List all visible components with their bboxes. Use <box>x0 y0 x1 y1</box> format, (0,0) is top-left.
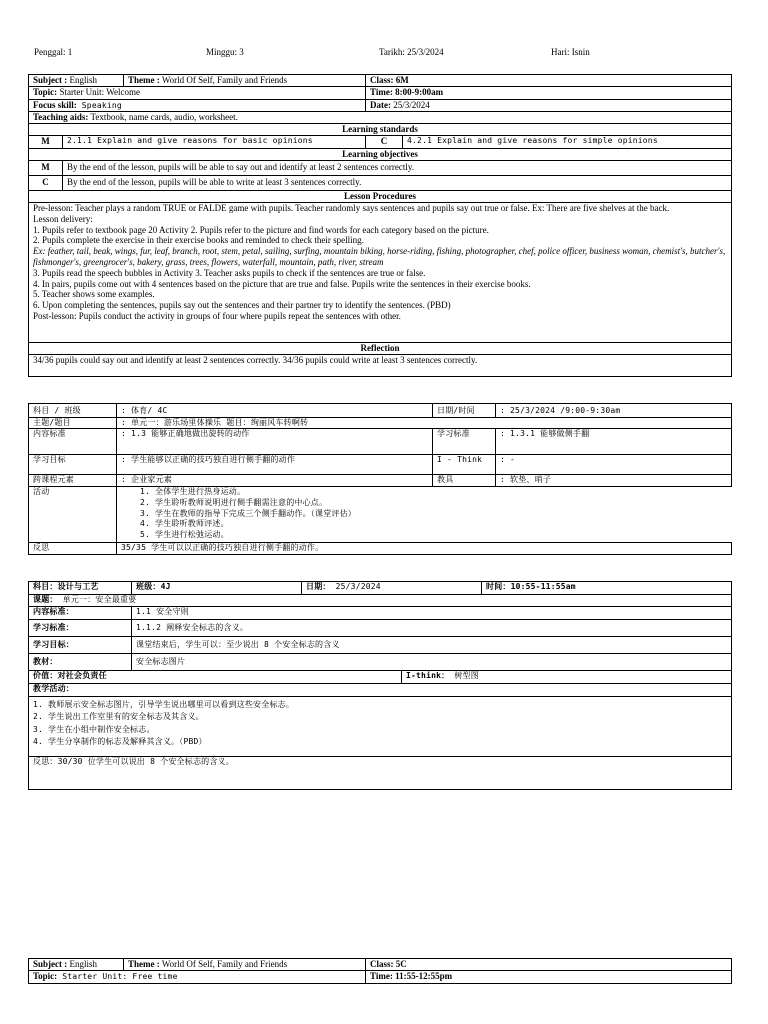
pe-content-std-value: : 1.3 能够正确地做出旋转的动作 <box>117 429 433 455</box>
topic-cell: Topic: Starter Unit: Welcome <box>29 87 366 99</box>
pe-learning-std-value: : 1.3.1 能够做侧手翻 <box>496 429 732 455</box>
proc-line: 3. Pupils read the speech bubbles in Activity 3. Teacher asks pupils to check if the sentences are true or false. <box>33 267 426 278</box>
dt-content-std-label: 内容标准： <box>29 607 132 620</box>
subject-cell: Subject : English <box>29 959 124 971</box>
pe-subject-value: : 体育/ 4C <box>117 404 433 418</box>
dt-aids-value: 安全标志图片 <box>132 654 732 671</box>
pe-activity-label: 活动 <box>29 487 117 543</box>
theme-cell: Theme : World Of Self, Family and Friends <box>124 959 366 971</box>
lo-c-code: C <box>29 175 63 190</box>
proc-line: Lesson delivery: <box>33 213 93 224</box>
dt-subject-cell: 科目：设计与工艺 <box>29 582 132 595</box>
lesson-procedures-heading: Lesson Procedures <box>29 190 732 202</box>
list-item: 3. 学生在小组中制作安全标志。 <box>33 724 155 734</box>
list-item: 4. 学生分享制作的标志及解释其含义。（PBD） <box>33 737 207 747</box>
proc-line: 1. Pupils refer to textbook page 20 Activity 2. Pupils refer to the picture and find words for each category based on the picture. <box>33 224 489 235</box>
pe-topic-label: 主题/题目 <box>29 418 117 429</box>
dt-content-std-value: 1.1 安全守则 <box>132 607 732 620</box>
english-6m-plan <box>28 74 732 377</box>
list-item: 3. 学生在教师的指导下完成三个侧手翻动作。（课堂评估） <box>155 509 728 520</box>
pe-date-value: : 25/3/2024 /9:00-9:30am <box>496 404 732 418</box>
learning-objectives-heading: Learning objectives <box>29 148 732 160</box>
date-label: Tarikh: 25/3/2024 <box>379 47 444 57</box>
proc-line: Pre-lesson: Teacher plays a random TRUE or FALDE game with pupils. Teacher randomly says sentences and pupils say out true or false. Ex: There are five shelves at the back. <box>33 203 670 213</box>
lo-c-text: By the end of the lesson, pupils will be able to write at least 3 sentences correctly. <box>63 175 732 190</box>
ls-m-code: M <box>29 136 63 148</box>
dt-class-cell: 班级：4J <box>132 582 302 595</box>
ls-c-code: C <box>366 136 403 148</box>
pe-aids-value: : 软垫、哨子 <box>496 475 732 487</box>
dt-value-cell: 价值：对社会负责任 <box>29 671 402 684</box>
dt-objective-label: 学习目标： <box>29 637 132 654</box>
pe-topic-value: : 单元一：游乐场里体操乐 题目：绚丽风车转啊转 <box>117 418 732 429</box>
reflection-heading: Reflection <box>29 343 732 355</box>
lo-m-code: M <box>29 160 63 175</box>
list-item: 1. 全体学生进行热身运动。 <box>155 487 728 498</box>
learning-standards-heading: Learning standards <box>29 124 732 136</box>
list-item: 5. 学生进行松弛运动。 <box>155 530 728 541</box>
pe-objective-value: : 学生能够以正确的技巧独自进行侧手翻的动作 <box>117 455 433 475</box>
pe-cross-value: : 企业家元素 <box>117 475 433 487</box>
teaching-aids-cell: Teaching aids: Textbook, name cards, audio, worksheet. <box>29 111 732 123</box>
dt-learning-std-value: 1.1.2 阐释安全标志的含义。 <box>132 620 732 637</box>
proc-line: 5. Teacher shows some examples. <box>33 289 155 300</box>
ls-c-text: 4.2.1 Explain and give reasons for simple opinions <box>403 136 732 148</box>
topic-cell: Topic: Starter Unit: Free time <box>29 971 366 983</box>
pe-objective-label: 学习目标 <box>29 455 117 475</box>
proc-example: Ex: feather, tail, beak, wings, fur, leaf, branch, root, stem, petal, sailing, surfing, mountain biking, horse-riding, fishing, photographer, chef, police officer, business woman, chemist's, butcher's, fishmonger's, greengrocer's, bakery, grass, trees, flowers, waterfall, mountain, path, river, stream <box>33 246 726 267</box>
dt-aids-label: 教材： <box>29 654 132 671</box>
list-item: 2. 学生说出工作室里有的安全标志及其含义。 <box>33 712 204 722</box>
dt-ithink-cell: I-think： 树型图 <box>402 671 732 684</box>
class-cell: Class: 6M <box>366 75 732 87</box>
pe-4c-plan <box>28 403 732 555</box>
dt-learning-std-label: 学习标准： <box>29 620 132 637</box>
proc-line: 2. Pupils complete the exercise in their exercise books and reminded to check their spelling. <box>33 235 364 246</box>
lesson-procedures-body <box>29 203 732 343</box>
day-label: Hari: Isnin <box>551 47 590 57</box>
dt-topic-cell: 课题： 单元一：安全最重要 <box>29 595 732 607</box>
pe-date-label: 日期/时间 <box>433 404 496 418</box>
pe-reflection-value: 35/35 学生可以以正确的技巧独自进行侧手翻的动作。 <box>117 543 732 555</box>
pe-ithink-value: : - <box>496 455 732 475</box>
pe-ithink-label: I - Think <box>433 455 496 475</box>
class-cell: Class: 5C <box>366 959 732 971</box>
theme-cell: Theme : World Of Self, Family and Friends <box>124 75 366 87</box>
subject-cell: Subject : English <box>29 75 124 87</box>
proc-line: Post-lesson: Pupils conduct the activity in groups of four where pupils repeat the sentences with other. <box>33 310 401 321</box>
pe-cross-label: 跨课程元素 <box>29 475 117 487</box>
lo-m-text: By the end of the lesson, pupils will be able to say out and identify at least 2 sentences correctly. <box>63 160 732 175</box>
pe-content-std-label: 内容标准 <box>29 429 117 455</box>
proc-line: 6. Upon completing the sentences, pupils say out the sentences and their partner try to identify the sentences. (PBD) <box>33 300 451 311</box>
dt-objective-value: 课堂结束后，学生可以：至少说出 8 个安全标志的含义 <box>132 637 732 654</box>
list-item: 2. 学生聆听教师说明进行侧手翻需注意的中心点。 <box>155 498 728 509</box>
proc-line: 4. In pairs, pupils come out with 4 sentences based on the picture that are true and false. Pupils write the sentences in their exercise books. <box>33 278 531 289</box>
english-5c-plan <box>28 958 732 984</box>
pe-learning-std-label: 学习标准 <box>433 429 496 455</box>
page-header <box>0 47 768 61</box>
ls-m-text: 2.1.1 Explain and give reasons for basic opinions <box>63 136 366 148</box>
pe-aids-label: 教具 <box>433 475 496 487</box>
pe-activity-list <box>117 487 732 543</box>
date-cell: Date: 25/3/2024 <box>366 99 732 111</box>
list-item: 4. 学生聆听教师评述。 <box>155 519 728 530</box>
dt-reflection-cell: 反思：30/30 位学生可以说出 8 个安全标志的含义。 <box>29 757 732 790</box>
pe-subject-label: 科目 / 班级 <box>29 404 117 418</box>
term-label: Penggal: 1 <box>34 47 73 57</box>
dt-activity-list <box>29 697 732 757</box>
time-cell: Time: 8:00-9:00am <box>366 87 732 99</box>
dt-time-cell: 时间：10:55-11:55am <box>482 582 732 595</box>
pe-reflection-label: 反思 <box>29 543 117 555</box>
reflection-text: 34/36 pupils could say out and identify at least 2 sentences correctly. 34/36 pupils could write at least 3 sentences correctly. <box>29 355 732 377</box>
focus-skill-cell: Focus skill: Speaking <box>29 99 366 111</box>
week-label: Minggu: 3 <box>206 47 244 57</box>
list-item: 1. 教师展示安全标志图片，引导学生说出哪里可以看到这些安全标志。 <box>33 700 295 709</box>
dt-activity-heading: 教学活动： <box>29 684 732 697</box>
time-cell: Time: 11:55-12:55pm <box>366 971 732 983</box>
design-4j-plan <box>28 581 732 790</box>
dt-date-cell: 日期： 25/3/2024 <box>302 582 482 595</box>
